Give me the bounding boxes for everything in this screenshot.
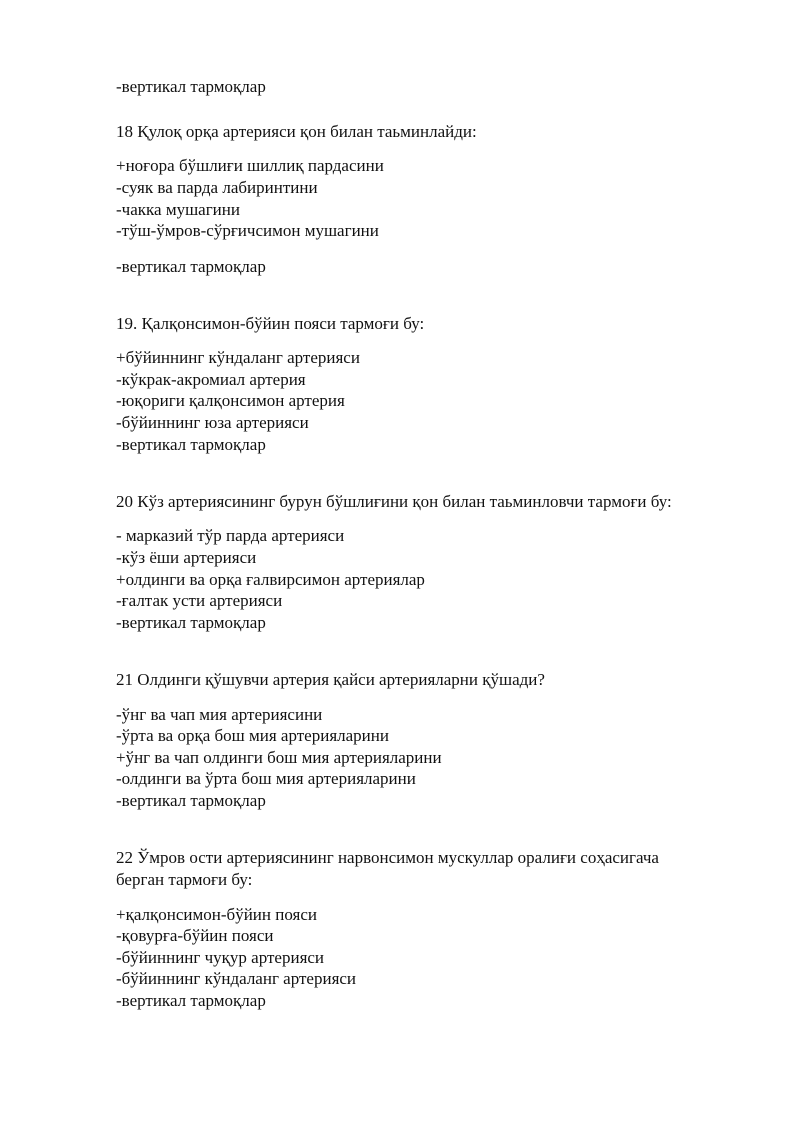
answer-option: -вертикал тармоқлар (116, 257, 266, 276)
answer-option: -кўз ёши артерияси (116, 548, 257, 567)
text-line: -вертикал тармоқлар (116, 77, 266, 96)
answer-option: -бўйиннинг кўндаланг артерияси (116, 969, 357, 988)
answer-option: -вертикал тармоқлар (116, 435, 266, 454)
answer-option: -қовурға-бўйин пояси (116, 926, 274, 945)
answer-option: -ғалтак усти артерияси (116, 591, 283, 610)
answer-option: +бўйиннинг кўндаланг артерияси (116, 348, 360, 367)
question-19: 19. Қалқонсимон-бўйин пояси тармоғи бу: (116, 314, 425, 333)
answer-option: -ўрта ва орқа бош мия артерияларини (116, 726, 389, 745)
answer-option: -бўйиннинг юза артерияси (116, 413, 309, 432)
answer-option: -тўш-ўмров-сўрғичсимон мушагини (116, 221, 379, 240)
answer-option: +ўнг ва чап олдинги бош мия артерияларини (116, 748, 442, 767)
question-22: 22 Ўмров ости артериясининг нарвонсимон мускуллар оралиғи соҳасигача (116, 848, 659, 867)
answer-option: -ўнг ва чап мия артериясини (116, 705, 323, 724)
answer-option: +олдинги ва орқа ғалвирсимон артериялар (116, 570, 425, 589)
answer-option: +ноғора бўшлиғи шиллиқ пардасини (116, 156, 384, 175)
question-21: 21 Олдинги қўшувчи артерия қайси артерияларни қўшади? (116, 670, 545, 689)
question-18: 18 Қулоқ орқа артерияси қон билан таьминлайди: (116, 122, 477, 141)
answer-option: +қалқонсимон-бўйин пояси (116, 905, 317, 924)
answer-option: -вертикал тармоқлар (116, 791, 266, 810)
answer-option: -юқориги қалқонсимон артерия (116, 391, 345, 410)
question-22-continued: берган тармоғи бу: (116, 870, 253, 889)
answer-option: -вертикал тармоқлар (116, 991, 266, 1010)
answer-option: -чакка мушагини (116, 200, 240, 219)
answer-option: -олдинги ва ўрта бош мия артерияларини (116, 769, 416, 788)
answer-option: - марказий тўр парда артерияси (116, 526, 345, 545)
question-20: 20 Кўз артериясининг бурун бўшлиғини қон билан таьминловчи тармоғи бу: (116, 492, 672, 511)
answer-option: -кўкрак-акромиал артерия (116, 370, 306, 389)
answer-option: -бўйиннинг чуқур артерияси (116, 948, 325, 967)
answer-option: -суяк ва парда лабиринтини (116, 178, 318, 197)
answer-option: -вертикал тармоқлар (116, 613, 266, 632)
